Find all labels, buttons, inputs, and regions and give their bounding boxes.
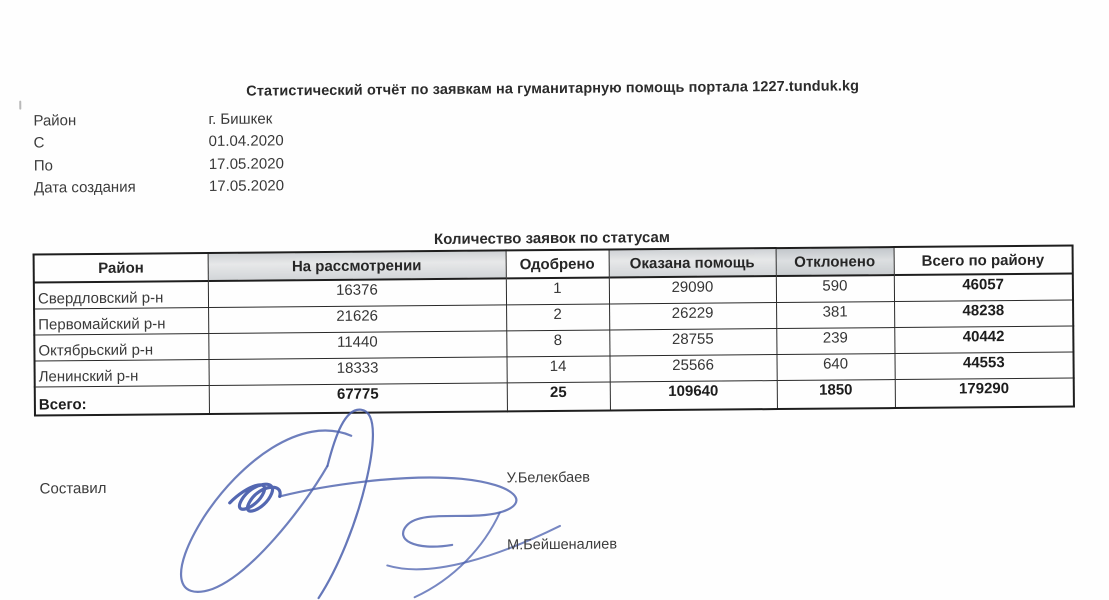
aid-given-cell: 26229	[609, 303, 776, 330]
meta-label: Дата создания	[33, 178, 136, 197]
in-review-cell: 11440	[208, 331, 506, 360]
meta-value: 17.05.2020	[208, 177, 285, 196]
document-title: Статистический отчёт по заявкам на гуманитарную помощь портала 1227.tunduk.kg	[246, 78, 860, 100]
report-meta-block	[33, 107, 284, 199]
meta-row-date-from	[34, 130, 284, 155]
composed-by-label: Составил	[39, 479, 107, 498]
district-total-cell: 40442	[894, 326, 1073, 354]
approved-cell: 1	[506, 278, 609, 305]
meta-value: 01.04.2020	[208, 132, 284, 151]
district-name-cell: Первомайский р-н	[34, 308, 208, 336]
meta-label: По	[33, 157, 54, 175]
meta-value: 17.05.2020	[208, 155, 284, 173]
col-header-rejected: Отклонено	[776, 247, 894, 276]
table-title: Количество заявок по статусам	[433, 228, 670, 249]
in-review-cell: 16376	[208, 278, 506, 307]
district-name-cell: Октябрьский р-н	[34, 334, 208, 362]
total-aid-given-cell: 109640	[610, 381, 777, 411]
approved-cell: 2	[506, 304, 609, 331]
aid-given-cell: 25566	[609, 355, 776, 382]
district-total-cell: 44553	[894, 352, 1073, 380]
meta-row-date-to	[34, 152, 284, 177]
col-header-in-review: На рассмотрении	[208, 250, 506, 281]
col-header-district-total: Всего по району	[894, 245, 1073, 275]
in-review-cell: 18333	[209, 357, 507, 386]
meta-value: г. Бишкек	[208, 110, 273, 128]
district-name-cell: Ленинский р-н	[35, 360, 209, 388]
aid-given-cell: 28755	[609, 329, 776, 356]
total-in-review-cell: 67775	[209, 383, 507, 414]
district-name-cell: Свердловский р-н	[34, 281, 208, 309]
rejected-cell: 381	[776, 302, 894, 329]
grand-total-cell: 179290	[895, 378, 1074, 408]
aid-given-cell: 29090	[609, 276, 776, 304]
rejected-cell: 239	[776, 328, 894, 355]
meta-row-district	[33, 107, 283, 132]
meta-row-created	[34, 175, 284, 200]
district-total-cell: 48238	[894, 300, 1073, 328]
col-header-district: Район	[34, 253, 208, 283]
total-label-cell: Всего:	[35, 386, 209, 416]
meta-label: С	[33, 134, 45, 152]
signatory-name-1: У.Белекбаев	[506, 469, 591, 487]
signature-scribble-icon	[121, 398, 593, 600]
scan-speck-artifact	[19, 101, 21, 110]
approved-cell: 8	[506, 330, 609, 357]
rejected-cell: 590	[776, 275, 894, 303]
signatory-name-2: М.Бейшеналиев	[507, 536, 618, 554]
rejected-cell: 640	[776, 354, 894, 381]
col-header-aid-given: Оказана помощь	[609, 248, 776, 277]
approved-cell: 14	[506, 356, 609, 383]
total-rejected-cell: 1850	[777, 380, 895, 410]
status-table	[33, 244, 1075, 416]
col-header-approved: Одобрено	[506, 250, 609, 279]
district-total-cell: 46057	[894, 273, 1073, 301]
total-approved-cell: 25	[507, 382, 610, 411]
meta-label: Район	[33, 111, 77, 130]
in-review-cell: 21626	[208, 305, 506, 334]
